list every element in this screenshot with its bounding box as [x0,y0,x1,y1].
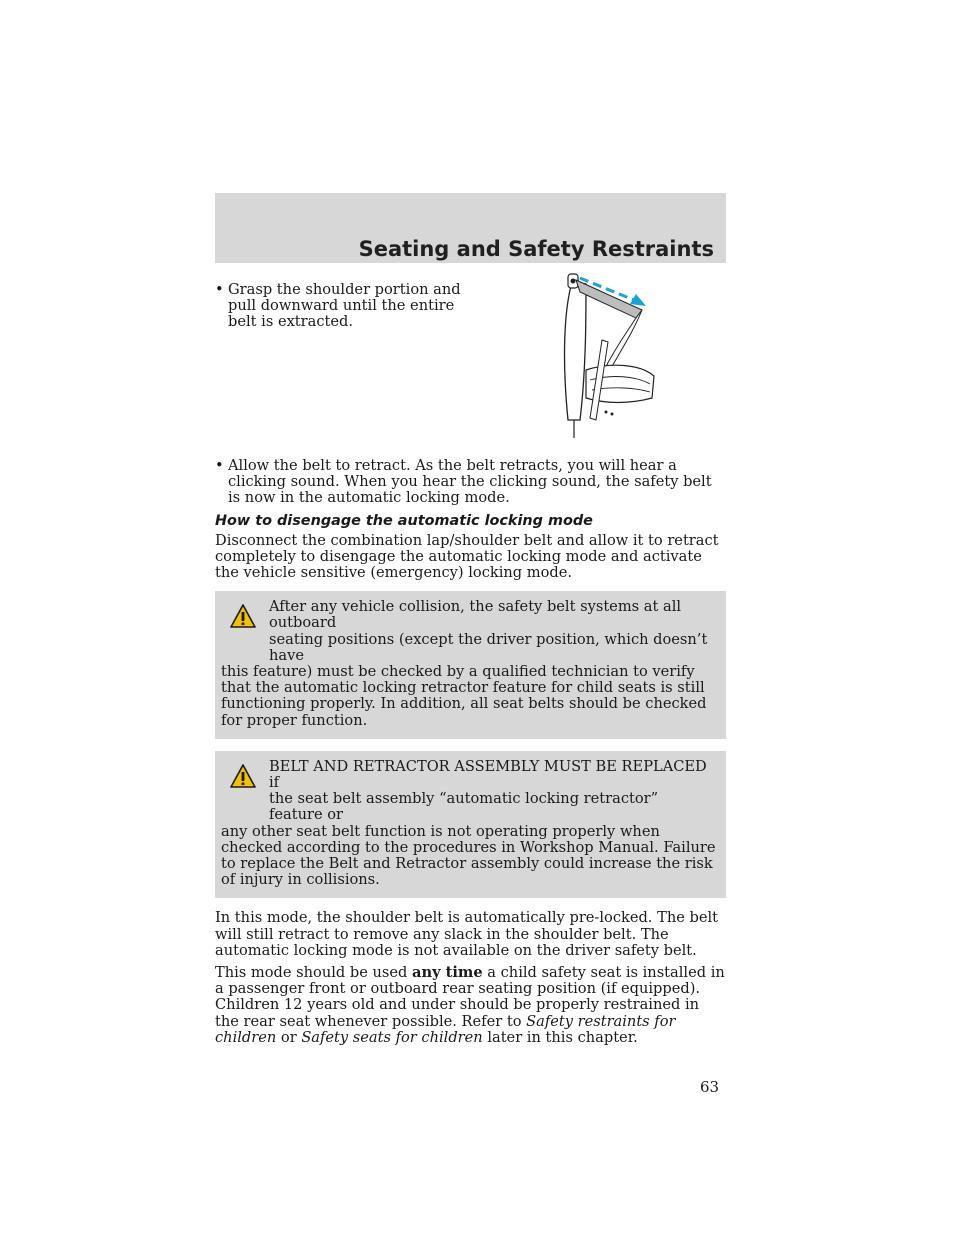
allow-text: Allow the belt to retract. As the belt retracts, you will hear a clicking sound. When you hear the clicking sound, the safety belt is now in the automatic locking mode. [228,457,712,507]
usage-or: or [276,1028,302,1046]
warning-icon [229,603,257,629]
warning-box-collision [215,591,726,739]
warning-box-retractor [215,751,726,899]
warning1-line2: seating positions (except the driver position, which doesn’t have [269,630,708,664]
bullet-grasp-block [215,282,465,458]
page-number: 63 [700,1078,720,1096]
bullet-dot: • [215,281,224,298]
usage-paragraph [215,965,726,1046]
grasp-line-1: Grasp the shoulder portion and [228,281,461,298]
warning1-rest: this feature) must be checked by a qualified technician to verify that the automatic locking retractor feature for child seats is still functioning properly. In addition, all seat belts should be checked for proper function. [221,663,707,729]
mode-text: In this mode, the shoulder belt is automatically pre-locked. The belt will still retract to remove any slack in the shoulder belt. The automatic locking mode is not available on the driver safety belt. [215,909,719,959]
warning2-line1: BELT AND RETRACTOR ASSEMBLY MUST BE REPLACED if [269,757,707,792]
grasp-line-3: belt is extracted. [228,313,354,331]
usage-middle: a child safety seat is installed in a passenger front or outboard rear seating position (if equipped). Children 12 years old and under should be properly restrained in the rear seat whenever possible. Refer to [215,964,725,1030]
seat-belt-illustration [550,270,680,440]
disengage-heading: How to disengage the automatic locking mode [215,512,593,529]
usage-ref-restraints: Safety restraints for children [215,1012,676,1046]
usage-emphasis: any time [412,964,483,982]
usage-intro: This mode should be used [215,964,413,982]
warning-icon [229,763,257,789]
grasp-line-2: pull downward until the entire [228,297,455,315]
bullet-grasp [215,282,465,331]
warning2-rest: any other seat belt function is not operating properly when checked according to the procedures in Workshop Manual. Failure to replace the Belt and Retractor assembly could increase the risk of injury in collisions. [221,822,716,889]
disengage-text: Disconnect the combination lap/shoulder belt and allow it to retract completely to disengage the automatic locking mode and activate the vehicle sensitive (emergency) locking mode. [215,531,719,582]
usage-end: later in this chapter. [482,1028,638,1046]
section-title: Seating and Safety Restraints [358,237,714,261]
usage-ref-seats: Safety seats for children [301,1028,483,1046]
bullet-dot: • [215,457,224,474]
warning2-line2: the seat belt assembly “automatic locking retractor” feature or [269,790,659,824]
bullet-allow [215,458,726,507]
warning1-line1: After any vehicle collision, the safety belt systems at all outboard [269,598,682,632]
section-header [215,193,726,263]
page-content [215,282,726,1046]
